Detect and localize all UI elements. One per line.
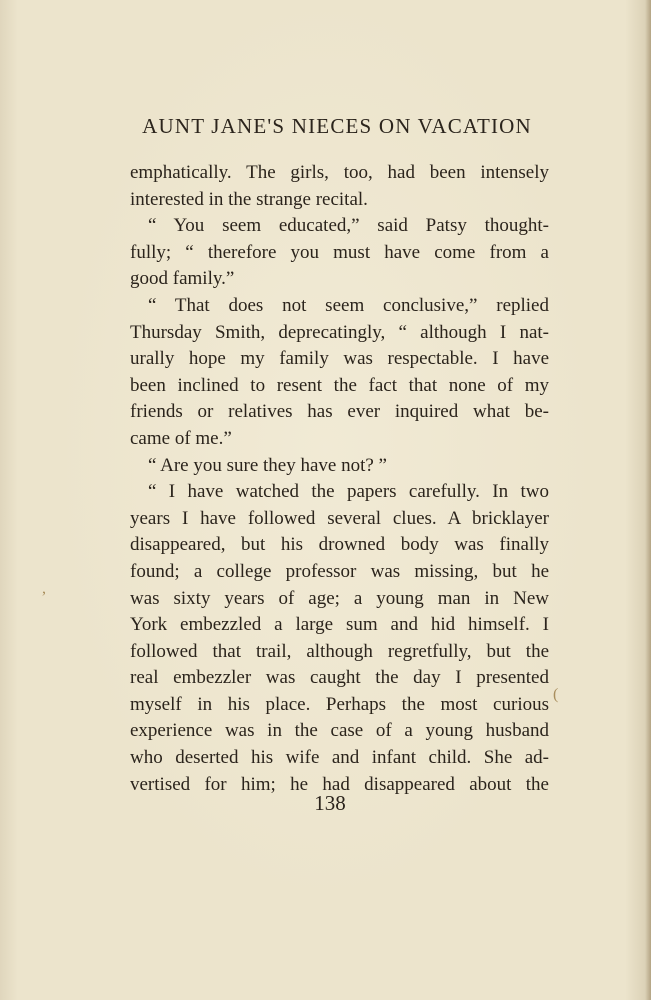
text-line: fully; “ therefore you must have come from a bbox=[130, 241, 549, 263]
text-line: “ I have watched the papers carefully. In two bbox=[148, 481, 549, 503]
text-line: was sixty years of age; a young man in New bbox=[130, 587, 549, 609]
text-line: urally hope my family was respectable. I have bbox=[130, 348, 549, 370]
text-line: found; a college professor was missing, but he bbox=[130, 560, 549, 582]
text-line: interested in the strange recital. bbox=[130, 188, 368, 210]
text-line: who deserted his wife and infant child. She ad- bbox=[130, 747, 549, 769]
text-line: real embezzler was caught the day I presented bbox=[130, 667, 549, 689]
text-line: good family.” bbox=[130, 268, 235, 290]
text-line: emphatically. The girls, too, had been intensely bbox=[130, 162, 549, 183]
text-line: friends or relatives has ever inquired what be- bbox=[130, 401, 549, 423]
text-line: been inclined to resent the fact that none of my bbox=[130, 374, 549, 396]
text-line: vertised for him; he had disappeared about the bbox=[130, 773, 549, 795]
text-line: experience was in the case of a young husband bbox=[130, 720, 549, 742]
text-line: Thursday Smith, deprecatingly, “ although I nat- bbox=[130, 321, 549, 343]
text-line: “ That does not seem conclusive,” replied bbox=[148, 294, 549, 316]
margin-mark: ( bbox=[553, 686, 559, 703]
text-line: York embezzled a large sum and hid himself. I bbox=[130, 614, 549, 636]
running-head: AUNT JANE'S NIECES ON VACATION bbox=[142, 114, 532, 138]
text-line: “ You seem educated,” said Patsy thought- bbox=[148, 215, 549, 237]
margin-mark: , bbox=[42, 580, 46, 597]
text-line: came of me.” bbox=[130, 427, 232, 449]
text-line: disappeared, but his drowned body was finally bbox=[130, 534, 549, 556]
body-text bbox=[130, 160, 549, 798]
text-line: “ Are you sure they have not? ” bbox=[148, 454, 387, 476]
text-line: followed that trail, although regretfully, but the bbox=[130, 640, 549, 662]
page-number: 138 bbox=[314, 791, 346, 815]
text-line: myself in his place. Perhaps the most curious bbox=[130, 693, 549, 715]
page-edge-shadow bbox=[645, 0, 651, 1000]
text-line: years I have followed several clues. A bricklayer bbox=[130, 507, 549, 529]
